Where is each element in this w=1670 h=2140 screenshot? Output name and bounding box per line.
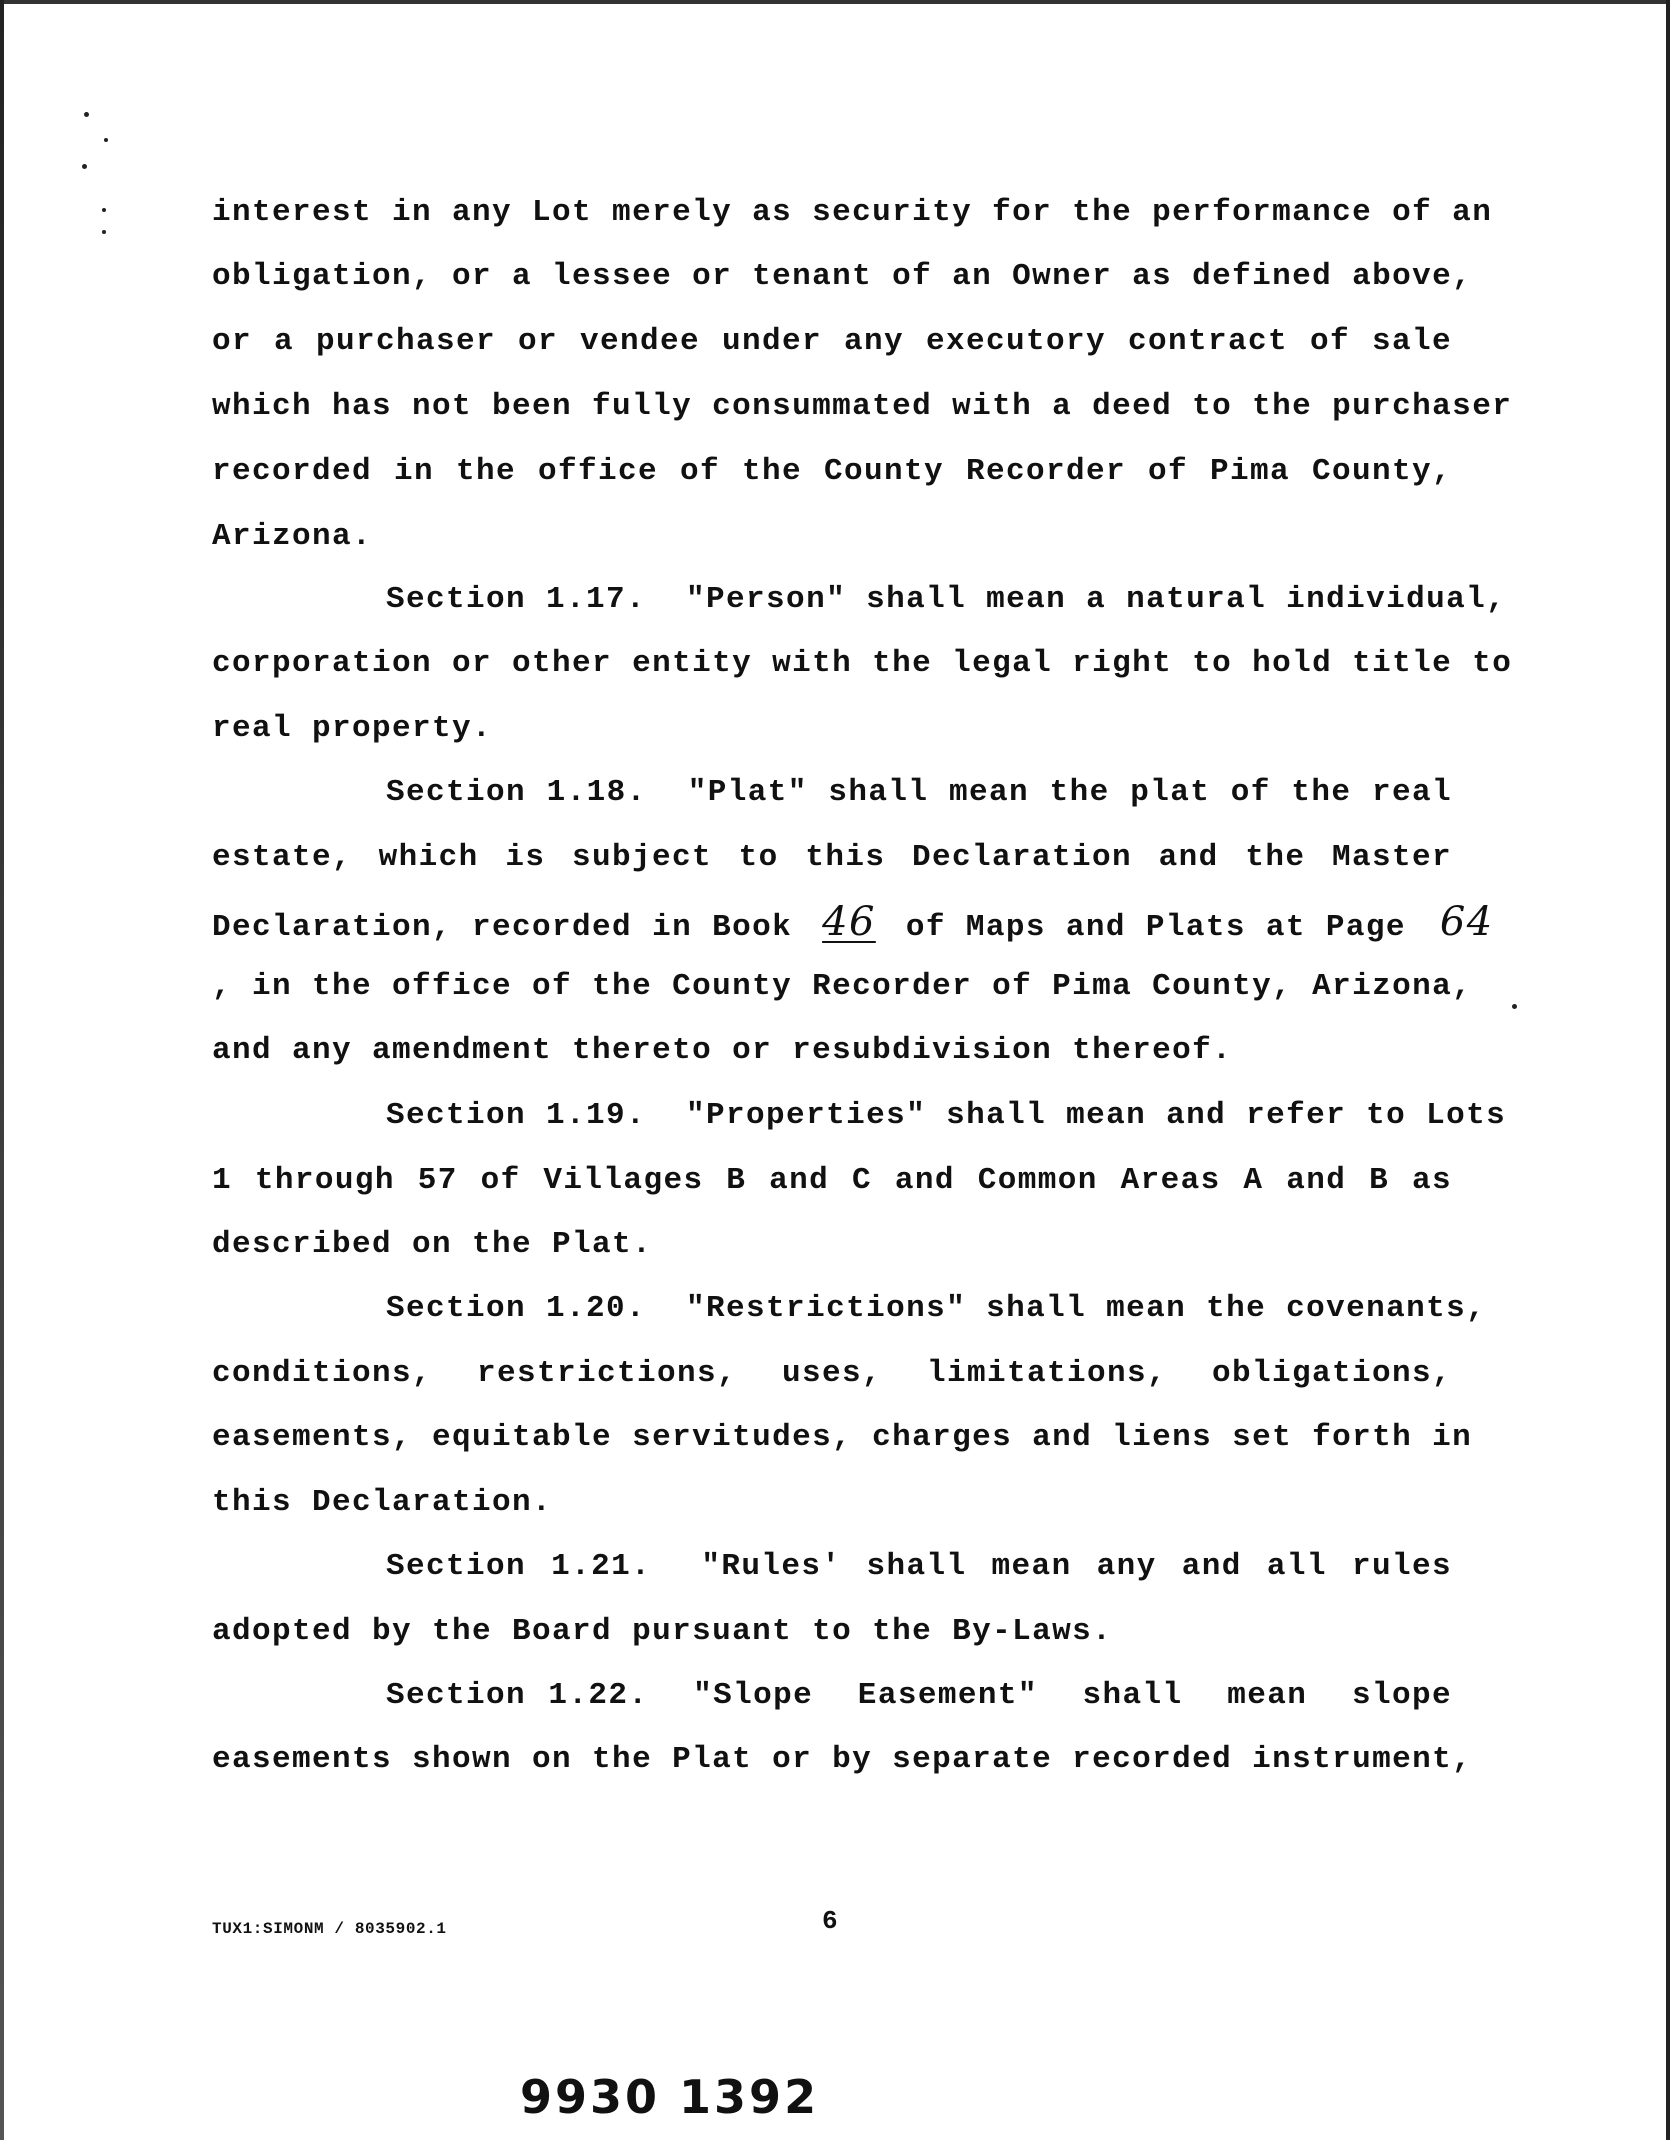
text-line: or a purchaser or vendee under any executory contract of sale (212, 324, 1452, 359)
text-fragment: Declaration, recorded in Book (212, 910, 793, 945)
scan-speck (1512, 1004, 1517, 1009)
text-line: obligation, or a lessee or tenant of an Owner as defined above, (212, 259, 1473, 294)
scan-speck (104, 138, 108, 142)
text-line: real property. (212, 711, 493, 746)
recording-stamp: 9930 1392 (520, 2070, 820, 2124)
page-edge-right (1666, 0, 1670, 2140)
text-line-book-page (212, 899, 1494, 945)
scan-speck (102, 208, 106, 212)
text-line: estate, which is subject to this Declaration and the Master (212, 840, 1452, 875)
scan-speck (102, 230, 106, 234)
text-line: 1 through 57 of Villages B and C and Common Areas A and B as (212, 1163, 1452, 1198)
page-edge-left (0, 0, 4, 2140)
section-1-18-heading-line: Section 1.18. "Plat" shall mean the plat of the real (386, 775, 1452, 810)
text-line: and any amendment thereto or resubdivision thereof. (212, 1033, 1233, 1068)
document-id-footer: TUX1:SIMONM / 8035902.1 (212, 1920, 447, 1938)
section-1-21-heading-line: Section 1.21. "Rules' shall mean any and all rules (386, 1549, 1452, 1584)
text-line: easements, equitable servitudes, charges and liens set forth in (212, 1420, 1473, 1455)
section-1-20-heading-line: Section 1.20. "Restrictions" shall mean the covenants, (386, 1291, 1487, 1326)
section-1-19-heading-line: Section 1.19. "Properties" shall mean and refer to Lots (386, 1098, 1507, 1133)
scan-speck (82, 164, 87, 169)
section-1-22-heading-line: Section 1.22. "Slope Easement" shall mean slope (386, 1678, 1452, 1713)
scan-speck (84, 112, 89, 117)
text-line: Arizona. (212, 519, 373, 554)
text-fragment: of Maps and Plats at Page (905, 910, 1406, 945)
text-line: described on the Plat. (212, 1227, 653, 1262)
text-line: which has not been fully consummated with a deed to the purchaser (212, 389, 1513, 424)
page-edge-top (0, 0, 1670, 4)
text-line: recorded in the office of the County Recorder of Pima County, (212, 454, 1452, 489)
text-line: adopted by the Board pursuant to the By-Laws. (212, 1614, 1113, 1649)
text-line: easements shown on the Plat or by separate recorded instrument, (212, 1742, 1473, 1777)
text-line: this Declaration. (212, 1485, 553, 1520)
handwritten-page-number: 64 (1439, 899, 1494, 945)
text-line: interest in any Lot merely as security for the performance of an (212, 195, 1493, 230)
page-number: 6 (822, 1906, 838, 1936)
text-line: corporation or other entity with the legal right to hold title to (212, 646, 1513, 681)
text-line: conditions, restrictions, uses, limitations, obligations, (212, 1356, 1452, 1391)
text-line: , in the office of the County Recorder of Pima County, Arizona, (212, 969, 1473, 1004)
section-1-17-heading-line: Section 1.17. "Person" shall mean a natural individual, (386, 582, 1507, 617)
handwritten-book-number: 46 (822, 899, 876, 945)
